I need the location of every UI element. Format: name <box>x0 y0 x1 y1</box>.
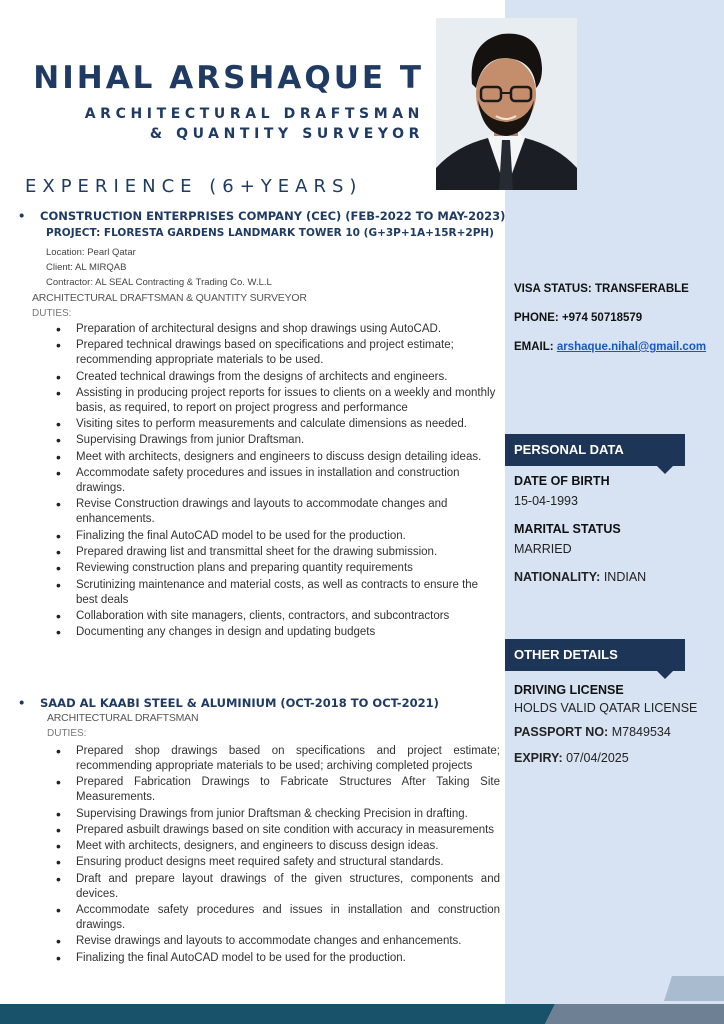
duty-item: • Visiting sites to perform measurements and calculate dimensions as needed. <box>56 417 500 432</box>
job-1-duties-label: DUTIES: <box>32 308 72 319</box>
duty-item: • Supervising Drawings from junior Draftsman. <box>56 433 500 448</box>
duty-item: • Collaboration with site managers, clients, contractors, and subcontractors <box>56 609 500 624</box>
job-1-duty-list <box>56 322 500 641</box>
footer-shape-light <box>664 976 724 1001</box>
duty-item: • Finalizing the final AutoCAD model to be used for the production. <box>56 951 500 966</box>
duty-item: • Prepared asbuilt drawings based on site condition with accuracy in measurements <box>56 823 500 838</box>
duty-item: • Meet with architects, designers, and engineers to discuss design ideas. <box>56 839 500 854</box>
other-details-banner: OTHER DETAILS <box>505 639 685 671</box>
bullet-icon: • <box>18 696 26 710</box>
duty-item: • Preparation of architectural designs and shop drawings using AutoCAD. <box>56 322 500 337</box>
duty-item: • Supervising Drawings from junior Draftsman & checking Precision in drafting. <box>56 807 500 822</box>
email: EMAIL: arshaque.nihal@gmail.com <box>514 341 707 353</box>
duty-item: • Reviewing construction plans and preparing quantity requirements <box>56 561 500 576</box>
job-2-company: • SAAD AL KAABI STEEL & ALUMINIUM (OCT-2018 TO OCT-2021) <box>18 696 439 710</box>
personal-data-banner: PERSONAL DATA <box>505 434 685 466</box>
job-title-line-1: ARCHITECTURAL DRAFTSMAN <box>84 106 424 122</box>
duty-item: • Scrutinizing maintenance and material costs, as well as contracts to ensure the best deals <box>56 578 500 608</box>
duty-item: • Draft and prepare layout drawings of the given structures, components and devices. <box>56 872 500 902</box>
job-1-company: • CONSTRUCTION ENTERPRISES COMPANY (CEC) (FEB-2022 TO MAY-2023) <box>18 209 506 223</box>
job-1-project: PROJECT: FLORESTA GARDENS LANDMARK TOWER 10 (G+3P+1A+15R+2PH) <box>46 227 494 239</box>
driving-license-value: HOLDS VALID QATAR LICENSE <box>514 701 698 715</box>
passport-expiry: EXPIRY: 07/04/2025 <box>514 751 629 765</box>
job-1-location: Location: Pearl Qatar <box>46 247 136 258</box>
bullet-icon: • <box>18 209 26 223</box>
phone: PHONE: +974 50718579 <box>514 312 643 324</box>
duty-item: • Revise Construction drawings and layouts to accommodate changes and enhancements. <box>56 497 500 527</box>
footer-decoration <box>0 968 724 1024</box>
duty-item: • Ensuring product designs meet required safety and structural standards. <box>56 855 500 870</box>
dob-value: 15-04-1993 <box>514 494 578 508</box>
footer-shape-gray <box>545 1004 724 1024</box>
experience-section-title: EXPERIENCE (6+YEARS) <box>25 176 363 197</box>
email-link[interactable]: arshaque.nihal@gmail.com <box>556 341 707 353</box>
profile-photo <box>436 18 577 190</box>
duty-item: • Meet with architects, designers and engineers to discuss design detailing ideas. <box>56 450 500 465</box>
visa-status: VISA STATUS: TRANSFERABLE <box>514 283 689 295</box>
duty-item: • Prepared drawing list and transmittal sheet for the drawing submission. <box>56 545 500 560</box>
dob-label: DATE OF BIRTH <box>514 474 610 488</box>
marital-status-value: MARRIED <box>514 542 572 556</box>
job-1-contractor: Contractor: AL SEAL Contracting & Trading Co. W.L.L <box>46 277 272 288</box>
duty-item: • Accommodate safety procedures and issues in installation and construction drawings. <box>56 903 500 933</box>
passport-number: PASSPORT NO: M7849534 <box>514 725 671 739</box>
duty-item: • Prepared technical drawings based on specifications and project estimate; recommending appropriate materials to be used. <box>56 338 500 368</box>
job-2-role: ARCHITECTURAL DRAFTSMAN <box>47 712 199 724</box>
marital-status-label: MARITAL STATUS <box>514 522 621 536</box>
duty-item: • Revise drawings and layouts to accommodate changes and enhancements. <box>56 934 500 949</box>
footer-shape-teal <box>0 1004 555 1024</box>
nationality: NATIONALITY: INDIAN <box>514 570 647 584</box>
job-1-client: Client: AL MIRQAB <box>46 262 127 273</box>
duty-item: • Prepared Fabrication Drawings to Fabricate Structures After Taking Site Measurements. <box>56 775 500 805</box>
job-2-duties-label: DUTIES: <box>47 728 87 739</box>
duty-item: • Created technical drawings from the designs of architects and engineers. <box>56 370 500 385</box>
duty-item: • Finalizing the final AutoCAD model to be used for the production. <box>56 529 500 544</box>
driving-license-label: DRIVING LICENSE <box>514 683 624 697</box>
duty-item: • Assisting in producing project reports for issues to clients on a weekly and monthly basis, as required, to report on project progress and performance <box>56 386 500 416</box>
duty-item: • Documenting any changes in design and updating budgets <box>56 625 500 640</box>
resume-name: NIHAL ARSHAQUE T <box>33 60 424 96</box>
job-title-line-2: & QUANTITY SURVEYOR <box>149 126 424 142</box>
job-2-duty-list <box>56 744 500 967</box>
job-1-role: ARCHITECTURAL DRAFTSMAN & QUANTITY SURVEYOR <box>32 292 307 304</box>
duty-item: • Prepared shop drawings based on specifications and project estimate; recommending appropriate materials to be used; archiving completed projects <box>56 744 500 774</box>
duty-item: • Accommodate safety procedures and issues in installation and construction drawings. <box>56 466 500 496</box>
